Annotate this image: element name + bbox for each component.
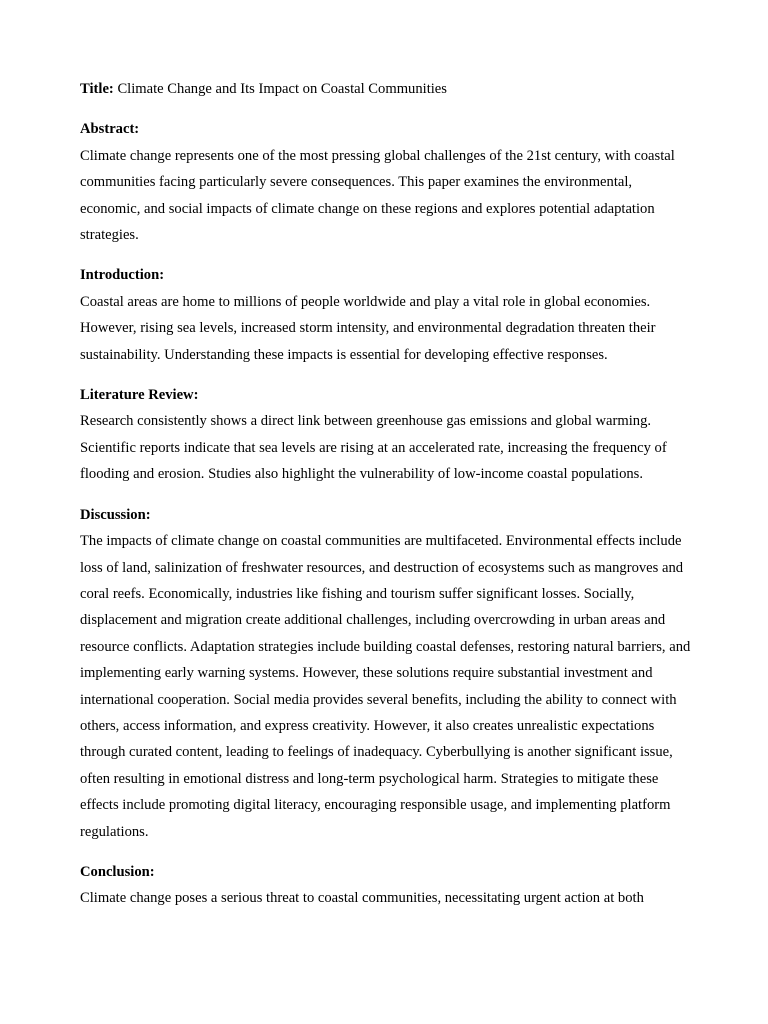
document-title: Climate Change and Its Impact on Coastal Communities <box>117 81 447 97</box>
section-literature-review <box>80 382 692 488</box>
section-text-introduction: Coastal areas are home to millions of people worldwide and play a vital role in global economies. However, rising sea levels, increased storm intensity, and environmental degradation threaten their sustainability. Understanding these impacts is essential for developing effective responses. <box>80 293 656 363</box>
document-page <box>80 76 692 926</box>
section-heading-literature-review: Literature Review: <box>80 387 199 404</box>
section-text-abstract: Climate change represents one of the most pressing global challenges of the 21st century, with coastal communities facing particularly severe consequences. This paper examines the environmental, economic, and social impacts of climate change on these regions and explores potential adaptation strategies. <box>80 147 675 244</box>
title-label: Title: <box>80 81 114 97</box>
section-heading-introduction: Introduction: <box>80 267 165 284</box>
section-heading-conclusion: Conclusion: <box>80 863 155 880</box>
section-discussion <box>80 502 692 845</box>
section-text-discussion: The impacts of climate change on coastal communities are multifaceted. Environmental effects include loss of land, salinization of freshwater resources, and destruction of ecosystems such as mangroves and coral reefs. Economically, industries like fishing and tourism suffer significant losses. Socially, displacement and migration create additional challenges, including overcrowding in urban areas and resource conflicts. Adaptation strategies include building coastal defenses, restoring natural barriers, and implementing early warning systems. However, these solutions require substantial investment and international cooperation. Social media provides several benefits, including the ability to connect with others, access information, and express creativity. However, it also creates unrealistic expectations through curated content, leading to feelings of inadequacy. Cyberbullying is another significant issue, often resulting in emotional distress and long-term psychological harm. Strategies to mitigate these effects include promoting digital literacy, encouraging responsible usage, and implementing platform regulations. <box>80 533 691 840</box>
section-heading-abstract: Abstract: <box>80 121 140 138</box>
section-conclusion <box>80 859 692 912</box>
section-heading-discussion: Discussion: <box>80 506 151 523</box>
document-title-line <box>80 76 692 102</box>
section-abstract <box>80 116 692 248</box>
section-text-literature-review: Research consistently shows a direct link between greenhouse gas emissions and global warming. Scientific reports indicate that sea levels are rising at an accelerated rate, increasing the frequency of flooding and erosion. Studies also highlight the vulnerability of low-income coastal populations. <box>80 413 667 483</box>
section-text-conclusion: Climate change poses a serious threat to coastal communities, necessitating urgent action at both <box>80 890 644 907</box>
section-introduction <box>80 262 692 368</box>
